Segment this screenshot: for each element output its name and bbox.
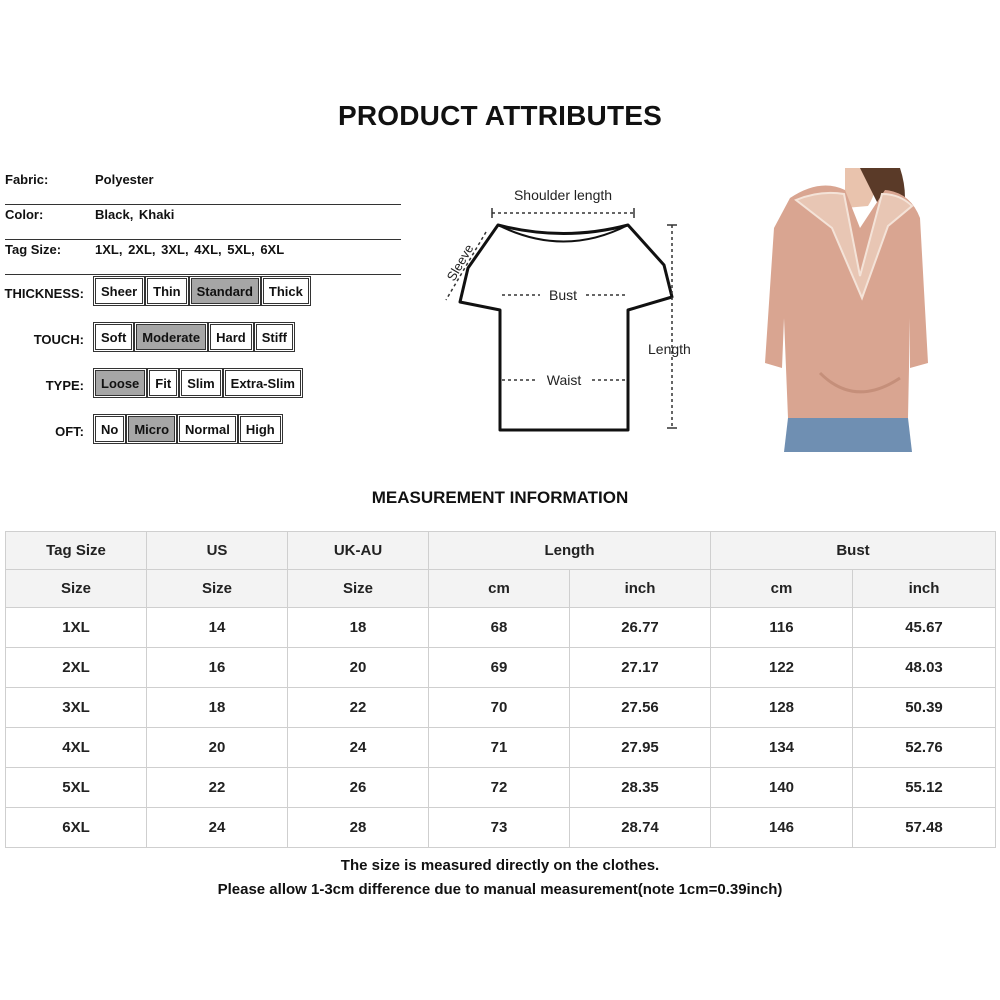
- tshirt-outline: [460, 225, 672, 430]
- header-cell: Bust: [711, 532, 996, 570]
- header-cell: US: [147, 532, 288, 570]
- table-cell: 22: [288, 688, 429, 728]
- touch-options: [95, 324, 293, 350]
- table-cell: 18: [147, 688, 288, 728]
- attr-value: Black, Khaki: [95, 207, 175, 222]
- attr-row-tag-size: [5, 240, 401, 275]
- attr-row-color: [5, 205, 401, 240]
- photo-jeans: [784, 418, 912, 452]
- table-cell: 122: [711, 648, 853, 688]
- table-cell: 18: [288, 608, 429, 648]
- table-cell: 28: [288, 808, 429, 848]
- table-cell: 68: [429, 608, 570, 648]
- table-cell: 24: [288, 728, 429, 768]
- table-row: [6, 808, 996, 848]
- table-cell: 24: [147, 808, 288, 848]
- type-option: Slim: [181, 370, 220, 396]
- header-cell: Size: [6, 570, 147, 608]
- table-cell: 134: [711, 728, 853, 768]
- thickness-option: Sheer: [95, 278, 143, 304]
- type-options: [95, 370, 301, 396]
- table-cell: 48.03: [853, 648, 996, 688]
- table-cell: 52.76: [853, 728, 996, 768]
- table-cell: 71: [429, 728, 570, 768]
- touch-option: Stiff: [256, 324, 293, 350]
- table-cell: 26: [288, 768, 429, 808]
- measurement-title: MEASUREMENT INFORMATION: [371, 488, 629, 507]
- table-cell: 146: [711, 808, 853, 848]
- thickness-option: Thin: [147, 278, 186, 304]
- table-cell: 20: [288, 648, 429, 688]
- tshirt-measurement-diagram: [432, 180, 702, 435]
- type-option: Extra-Slim: [225, 370, 301, 396]
- oft-label: OFT:: [55, 424, 84, 439]
- attr-row-fabric: [5, 170, 401, 205]
- table-cell: 70: [429, 688, 570, 728]
- table-cell: 57.48: [853, 808, 996, 848]
- type-label: TYPE:: [45, 378, 84, 393]
- oft-option: Normal: [179, 416, 236, 442]
- sleeve-label: Sleeve: [443, 241, 477, 284]
- touch-option-selected: Moderate: [136, 324, 206, 350]
- thickness-label: THICKNESS:: [4, 286, 84, 301]
- table-row: [6, 648, 996, 688]
- attr-label: Tag Size:: [5, 242, 62, 257]
- touch-option: Hard: [210, 324, 252, 350]
- oft-option: No: [95, 416, 124, 442]
- header-cell: inch: [853, 570, 996, 608]
- table-row: [6, 688, 996, 728]
- table-cell: 27.95: [570, 728, 711, 768]
- table-cell: 3XL: [6, 688, 147, 728]
- table-cell: 72: [429, 768, 570, 808]
- table-header-row-2: [6, 570, 996, 608]
- table-cell: 5XL: [6, 768, 147, 808]
- header-cell: cm: [711, 570, 853, 608]
- header-cell: Tag Size: [6, 532, 147, 570]
- header-cell: Length: [429, 532, 711, 570]
- table-cell: 27.17: [570, 648, 711, 688]
- waist-label: Waist: [546, 372, 582, 388]
- attr-label: Color:: [5, 207, 44, 222]
- table-cell: 73: [429, 808, 570, 848]
- type-option-selected: Loose: [95, 370, 145, 396]
- table-cell: 6XL: [6, 808, 147, 848]
- note-measured: The size is measured directly on the clothes.: [340, 857, 660, 874]
- page-title: PRODUCT ATTRIBUTES: [337, 100, 663, 131]
- bust-label: Bust: [548, 287, 578, 303]
- header-cell: UK-AU: [288, 532, 429, 570]
- shoulder-label: Shoulder length: [513, 187, 613, 203]
- table-cell: 2XL: [6, 648, 147, 688]
- touch-option: Soft: [95, 324, 132, 350]
- table-cell: 45.67: [853, 608, 996, 648]
- header-cell: inch: [570, 570, 711, 608]
- measurement-table: [5, 531, 996, 848]
- touch-label: TOUCH:: [33, 332, 84, 347]
- table-row: [6, 768, 996, 808]
- length-label: Length: [648, 341, 691, 357]
- header-cell: Size: [147, 570, 288, 608]
- oft-options: [95, 416, 281, 442]
- note-difference: Please allow 1-3cm difference due to manual measurement(note 1cm=0.39inch): [217, 881, 783, 898]
- attr-label: Fabric:: [5, 172, 49, 187]
- table-cell: 26.77: [570, 608, 711, 648]
- attr-value: Polyester: [95, 172, 154, 187]
- table-cell: 1XL: [6, 608, 147, 648]
- table-cell: 4XL: [6, 728, 147, 768]
- header-cell: Size: [288, 570, 429, 608]
- table-cell: 27.56: [570, 688, 711, 728]
- table-cell: 69: [429, 648, 570, 688]
- type-option: Fit: [149, 370, 177, 396]
- table-cell: 116: [711, 608, 853, 648]
- product-photo: [760, 168, 930, 452]
- thickness-options: [95, 278, 309, 304]
- table-cell: 50.39: [853, 688, 996, 728]
- table-row: [6, 608, 996, 648]
- thickness-option-selected: Standard: [191, 278, 259, 304]
- table-cell: 20: [147, 728, 288, 768]
- attr-value: 1XL, 2XL, 3XL, 4XL, 5XL, 6XL: [95, 242, 285, 257]
- table-row: [6, 728, 996, 768]
- table-cell: 28.74: [570, 808, 711, 848]
- table-cell: 55.12: [853, 768, 996, 808]
- oft-option: High: [240, 416, 281, 442]
- thickness-option: Thick: [263, 278, 309, 304]
- table-cell: 22: [147, 768, 288, 808]
- table-cell: 16: [147, 648, 288, 688]
- oft-option-selected: Micro: [128, 416, 175, 442]
- table-cell: 14: [147, 608, 288, 648]
- header-cell: cm: [429, 570, 570, 608]
- table-cell: 28.35: [570, 768, 711, 808]
- table-cell: 140: [711, 768, 853, 808]
- table-cell: 128: [711, 688, 853, 728]
- table-header-row-1: [6, 532, 996, 570]
